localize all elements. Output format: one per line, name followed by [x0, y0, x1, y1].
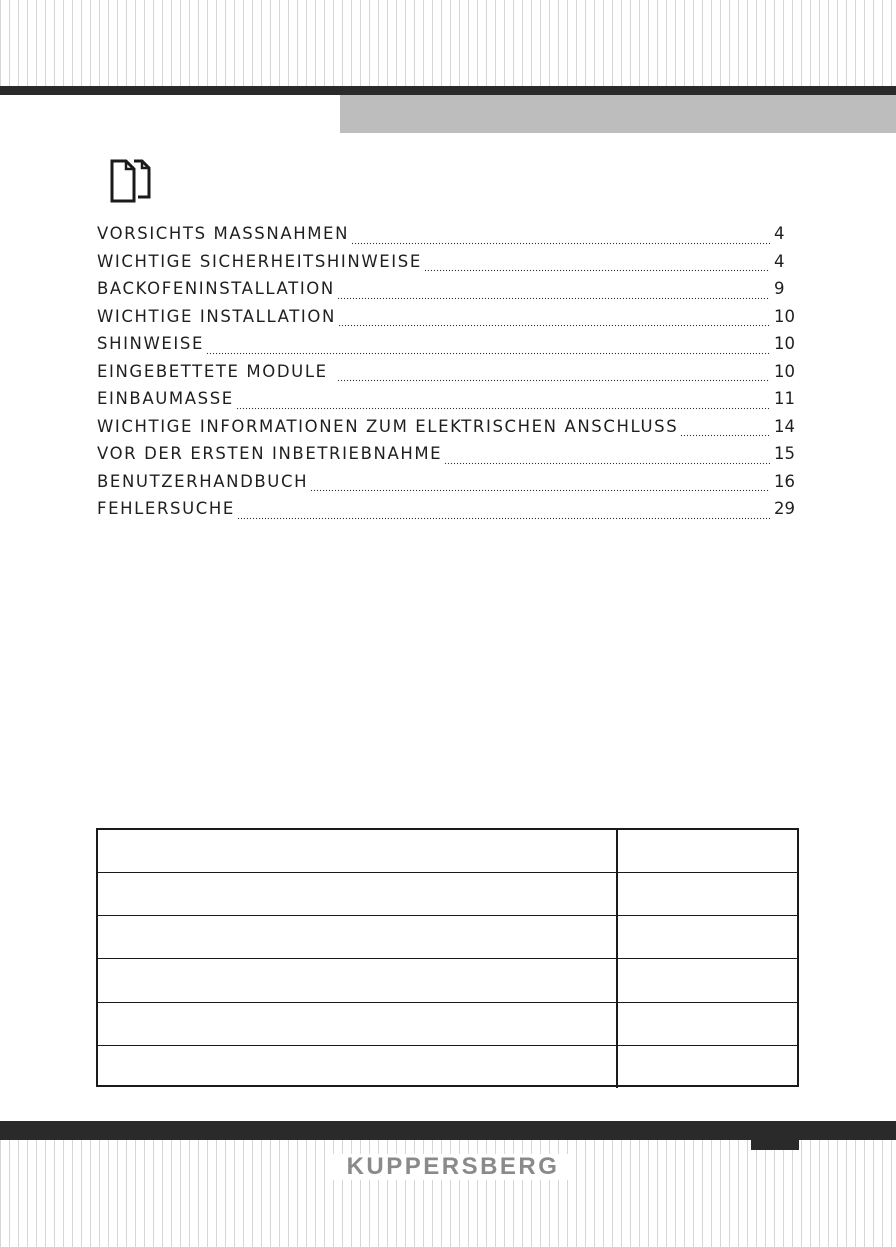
table-of-contents	[97, 224, 800, 527]
toc-page-number: 11	[774, 389, 795, 408]
toc-title: SHINWEISE	[97, 334, 204, 353]
toc-dot-leader	[444, 462, 770, 465]
table-cell	[618, 1046, 797, 1088]
document-pages-icon	[96, 157, 154, 205]
table-cell	[98, 916, 618, 958]
table-row	[98, 1045, 797, 1088]
toc-dot-leader	[206, 352, 770, 355]
toc-entry[interactable]	[97, 362, 800, 390]
toc-title: BENUTZERHANDBUCH	[97, 471, 309, 491]
header-gray-bar	[340, 95, 896, 133]
table-row	[98, 958, 797, 1001]
empty-notes-table	[96, 828, 799, 1087]
toc-dot-leader	[337, 379, 770, 382]
toc-title: FEHLERSUCHE	[97, 499, 235, 518]
brand-logo: KUPPERSBERG	[330, 1154, 576, 1180]
table-cell	[98, 1046, 618, 1088]
top-dark-bar	[0, 86, 896, 95]
toc-title: VOR DER ERSTEN INBETRIEBNAHME	[97, 444, 443, 463]
toc-title: BACKOFENINSTALLATION	[97, 279, 335, 298]
toc-page-number: 10	[774, 306, 795, 326]
toc-dot-leader	[680, 434, 770, 437]
toc-page-number: 10	[774, 361, 795, 381]
toc-page-number: 15	[774, 444, 795, 463]
toc-page-number: 4	[774, 251, 785, 271]
table-cell	[618, 1003, 797, 1045]
top-stripe-pattern	[0, 0, 896, 86]
toc-dot-leader	[351, 242, 770, 245]
toc-entry[interactable]	[97, 307, 800, 335]
footer-page-tab	[751, 1140, 799, 1150]
toc-entry[interactable]	[97, 499, 800, 527]
toc-page-number: 10	[774, 334, 795, 353]
table-cell	[98, 959, 618, 1001]
table-cell	[98, 1003, 618, 1045]
toc-page-number: 14	[774, 416, 795, 436]
table-row	[98, 1002, 797, 1045]
toc-entry[interactable]	[97, 472, 800, 500]
toc-entry[interactable]	[97, 279, 800, 307]
table-row	[98, 915, 797, 958]
toc-entry[interactable]	[97, 224, 800, 252]
toc-title: WICHTIGE SICHERHEITSHINWEISE	[97, 251, 422, 271]
table-row	[98, 872, 797, 915]
toc-dot-leader	[337, 297, 770, 300]
table-cell	[98, 873, 618, 915]
toc-dot-leader	[338, 324, 770, 327]
footer-dark-bar	[0, 1121, 896, 1140]
toc-dot-leader	[237, 517, 770, 520]
toc-title: EINBAUMASSE	[97, 389, 234, 408]
toc-title: WICHTIGE INSTALLATION	[97, 306, 336, 326]
table-cell	[618, 959, 797, 1001]
toc-page-number: 9	[774, 279, 785, 298]
toc-entry[interactable]	[97, 389, 800, 417]
toc-dot-leader	[424, 269, 770, 272]
toc-title: EINGEBETTETE MODULE	[97, 361, 335, 381]
table-cell	[618, 873, 797, 915]
table-cell	[98, 830, 618, 872]
table-cell	[618, 830, 797, 872]
toc-entry[interactable]	[97, 417, 800, 445]
toc-entry[interactable]	[97, 444, 800, 472]
toc-page-number: 29	[774, 499, 795, 518]
toc-title: VORSICHTS MASSNAHMEN	[97, 224, 350, 243]
table-row	[98, 830, 797, 872]
toc-page-number: 4	[774, 224, 785, 243]
toc-entry[interactable]	[97, 252, 800, 280]
toc-entry[interactable]	[97, 334, 800, 362]
table-cell	[618, 916, 797, 958]
toc-dot-leader	[310, 489, 770, 492]
toc-page-number: 16	[774, 471, 795, 491]
toc-dot-leader	[236, 407, 770, 410]
toc-title: WICHTIGE INFORMATIONEN ZUM ELEKTRISCHEN ANSCHLUSS	[97, 416, 679, 436]
